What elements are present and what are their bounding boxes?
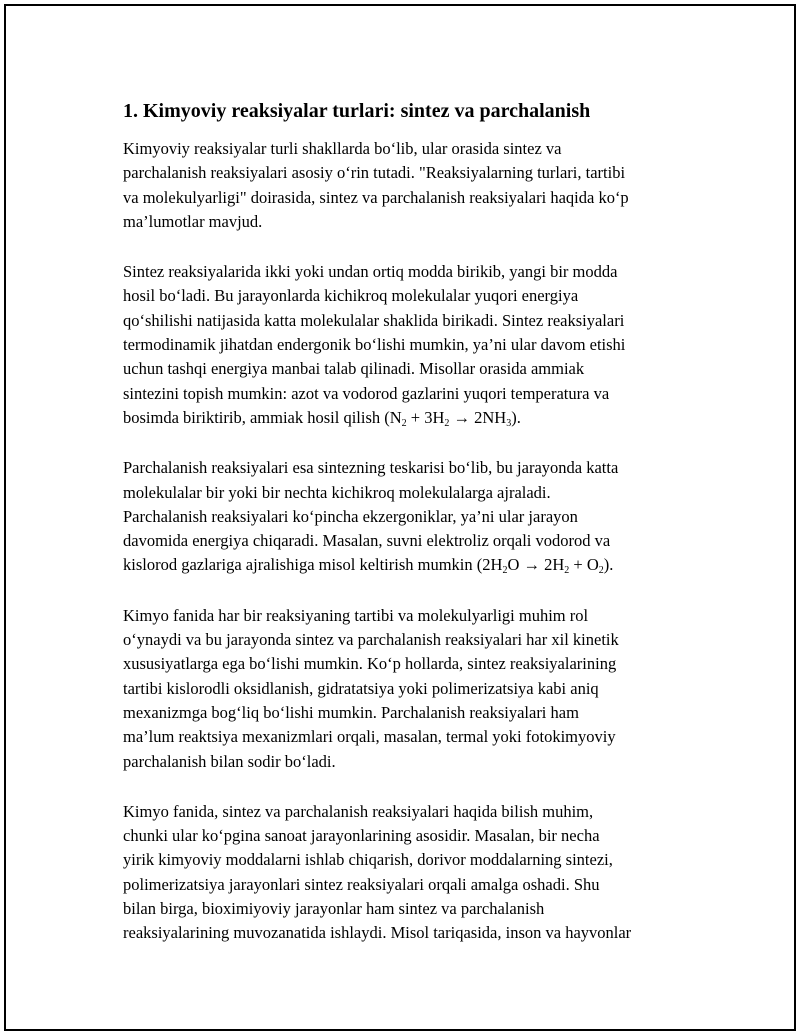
- text-line: ma’lumotlar mavjud.: [123, 211, 263, 231]
- text-line: Parchalanish reaksiyalari ko‘pincha ekzergoniklar, ya’ni ular jarayon: [123, 506, 578, 526]
- line-text: kislorod gazlariga ajralishiga misol keltirish mumkin (2H: [123, 555, 503, 575]
- text-line: ma’lum reaktsiya mexanizmlari orqali, masalan, termal yoki fotokimyoviy: [123, 727, 616, 747]
- subscript: 2: [401, 417, 407, 429]
- subscript: 2: [564, 565, 570, 577]
- text-line: Kimyo fanida har bir reaksiyaning tartibi va molekulyarligi muhim rol: [123, 605, 589, 625]
- text-line: bilan birga, bioximiyoviy jarayonlar ham sintez va parchalanish: [123, 899, 545, 919]
- text-line: xususiyatlarga ega bo‘lishi mumkin. Ko‘p hollarda, sintez reaksiyalarining: [123, 654, 617, 674]
- text-line: Parchalanish reaksiyalari esa sintezning teskarisi bo‘lib, bu jarayonda katta: [123, 458, 619, 478]
- subscript: 2: [598, 565, 604, 577]
- text-line: termodinamik jihatdan endergonik bo‘lishi mumkin, ya’ni ular davom etishi: [123, 335, 626, 355]
- text-line: mexanizmga bog‘liq bo‘lishi mumkin. Parchalanish reaksiyalari ham: [123, 702, 579, 722]
- text-line: o‘ynaydi va bu jarayonda sintez va parchalanish reaksiyalari har xil kinetik: [123, 630, 619, 650]
- section-heading: 1. Kimyoviy reaksiyalar turlari: sintez va parchalanish: [123, 100, 591, 122]
- equation-end: ).: [511, 407, 521, 427]
- equation-part: → 2NH: [449, 407, 507, 427]
- text-line: Kimyoviy reaksiyalar turli shakllarda bo‘lib, ular orasida sintez va: [123, 139, 562, 158]
- page-frame: [4, 4, 796, 1031]
- text-line: sintezini topish mumkin: azot va vodorod gazlarini yuqori temperatura va: [123, 383, 610, 403]
- paragraph-4: [123, 604, 698, 774]
- document-body: [123, 98, 698, 972]
- paragraph-3: [123, 456, 698, 577]
- paragraph-5: [123, 800, 698, 946]
- line-text: bosimda biriktirib, ammiak hosil qilish (N: [123, 407, 402, 427]
- text-line: parchalanish reaksiyalari asosiy o‘rin tutadi. "Reaksiyalarning turlari, tartibi: [123, 163, 626, 183]
- equation-line-ammonia: [123, 406, 698, 430]
- text-line: parchalanish bilan sodir bo‘ladi.: [123, 751, 336, 771]
- text-line: uchun tashqi energiya manbai talab qilinadi. Misollar orasida ammiak: [123, 359, 585, 379]
- equation-line-water: [123, 553, 698, 577]
- text-line: qo‘shilishi natijasida katta molekulalar shaklida birikadi. Sintez reaksiyalari: [123, 310, 625, 330]
- paragraph-2: [123, 260, 698, 430]
- text-line: va molekulyarligi" doirasida, sintez va parchalanish reaksiyalari haqida ko‘p: [123, 187, 629, 207]
- text-line: reaksiyalarining muvozanatida ishlaydi. Misol tariqasida, inson va hayvonlar: [123, 923, 632, 943]
- paragraph-1: [123, 137, 698, 234]
- equation-part: + 3H: [406, 407, 445, 427]
- text-line: Sintez reaksiyalarida ikki yoki undan ortiq modda birikib, yangi bir modda: [123, 262, 618, 282]
- subscript: 3: [506, 417, 512, 429]
- subscript: 2: [502, 565, 508, 577]
- equation-part: O → 2H: [507, 555, 565, 575]
- text-line: polimerizatsiya jarayonlari sintez reaksiyalari orqali amalga oshadi. Shu: [123, 874, 600, 894]
- text-line: davomida energiya chiqaradi. Masalan, suvni elektroliz orqali vodorod va: [123, 531, 611, 551]
- text-line: yirik kimyoviy moddalarni ishlab chiqarish, dorivor moddalarning sintezi,: [123, 850, 613, 870]
- text-line: Kimyo fanida, sintez va parchalanish reaksiyalari haqida bilish muhim,: [123, 801, 594, 821]
- text-line: tartibi kislorodli oksidlanish, gidratatsiya yoki polimerizatsiya kabi aniq: [123, 678, 599, 698]
- equation-end: ).: [603, 555, 614, 575]
- equation-part: + O: [569, 555, 599, 575]
- subscript: 2: [444, 417, 450, 429]
- text-line: hosil bo‘ladi. Bu jarayonlarda kichikroq molekulalar yuqori energiya: [123, 286, 579, 306]
- text-line: molekulalar bir yoki bir nechta kichikroq molekulalarga ajraladi.: [123, 482, 551, 502]
- text-line: chunki ular ko‘pgina sanoat jarayonlarining asosidir. Masalan, bir necha: [123, 826, 600, 846]
